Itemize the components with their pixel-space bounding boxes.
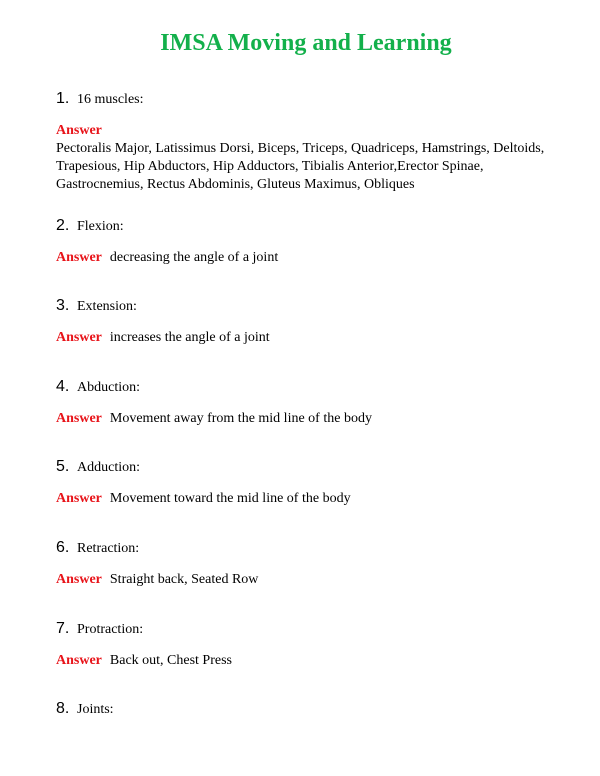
answer-6	[56, 571, 258, 589]
question-3	[56, 297, 137, 316]
question-prompt: Flexion:	[77, 219, 124, 234]
question-prompt: Extension:	[77, 299, 137, 314]
question-number: 7.	[56, 620, 70, 637]
answer-2	[56, 249, 278, 267]
question-5	[56, 458, 140, 477]
answer-label: Answer	[56, 653, 102, 668]
question-8	[56, 700, 114, 719]
answer-1	[56, 122, 556, 194]
question-number: 3.	[56, 297, 70, 314]
answer-text-line: Pectoralis Major, Latissimus Dorsi, Biceps, Triceps, Quadriceps, Hamstrings, Deltoids,	[56, 141, 545, 156]
answer-4	[56, 410, 372, 428]
question-prompt: Joints:	[77, 702, 114, 717]
answer-text: increases the angle of a joint	[109, 330, 270, 345]
page-title: IMSA Moving and Learning	[160, 30, 452, 56]
answer-label: Answer	[56, 250, 102, 265]
answer-text-line: Gastrocnemius, Rectus Abdominis, Gluteus Maximus, Obliques	[56, 177, 415, 192]
answer-text: Movement away from the mid line of the body	[109, 411, 372, 426]
answer-label: Answer	[56, 491, 102, 506]
question-prompt: Adduction:	[77, 460, 140, 475]
question-6	[56, 539, 139, 558]
answer-label: Answer	[56, 411, 102, 426]
answer-label: Answer	[56, 123, 102, 138]
answer-3	[56, 329, 270, 347]
answer-text: Movement toward the mid line of the body	[109, 491, 351, 506]
answer-label: Answer	[56, 572, 102, 587]
question-1	[56, 90, 144, 109]
question-prompt: Abduction:	[77, 380, 140, 395]
answer-5	[56, 490, 351, 508]
question-number: 4.	[56, 378, 70, 395]
answer-text: decreasing the angle of a joint	[109, 250, 279, 265]
question-number: 1.	[56, 90, 70, 107]
question-number: 8.	[56, 700, 70, 717]
question-number: 2.	[56, 217, 70, 234]
question-4	[56, 378, 140, 397]
question-number: 5.	[56, 458, 70, 475]
question-prompt: Protraction:	[77, 622, 144, 637]
question-7	[56, 620, 143, 639]
question-number: 6.	[56, 539, 70, 556]
question-2	[56, 217, 124, 236]
answer-text-line: Trapesious, Hip Abductors, Hip Adductors, Tibialis Anterior,Erector Spinae,	[56, 159, 484, 174]
answer-text: Straight back, Seated Row	[109, 572, 259, 587]
answer-text: Back out, Chest Press	[109, 653, 232, 668]
answer-7	[56, 652, 232, 670]
answer-label: Answer	[56, 330, 102, 345]
question-prompt: 16 muscles:	[77, 92, 144, 107]
question-prompt: Retraction:	[77, 541, 140, 556]
